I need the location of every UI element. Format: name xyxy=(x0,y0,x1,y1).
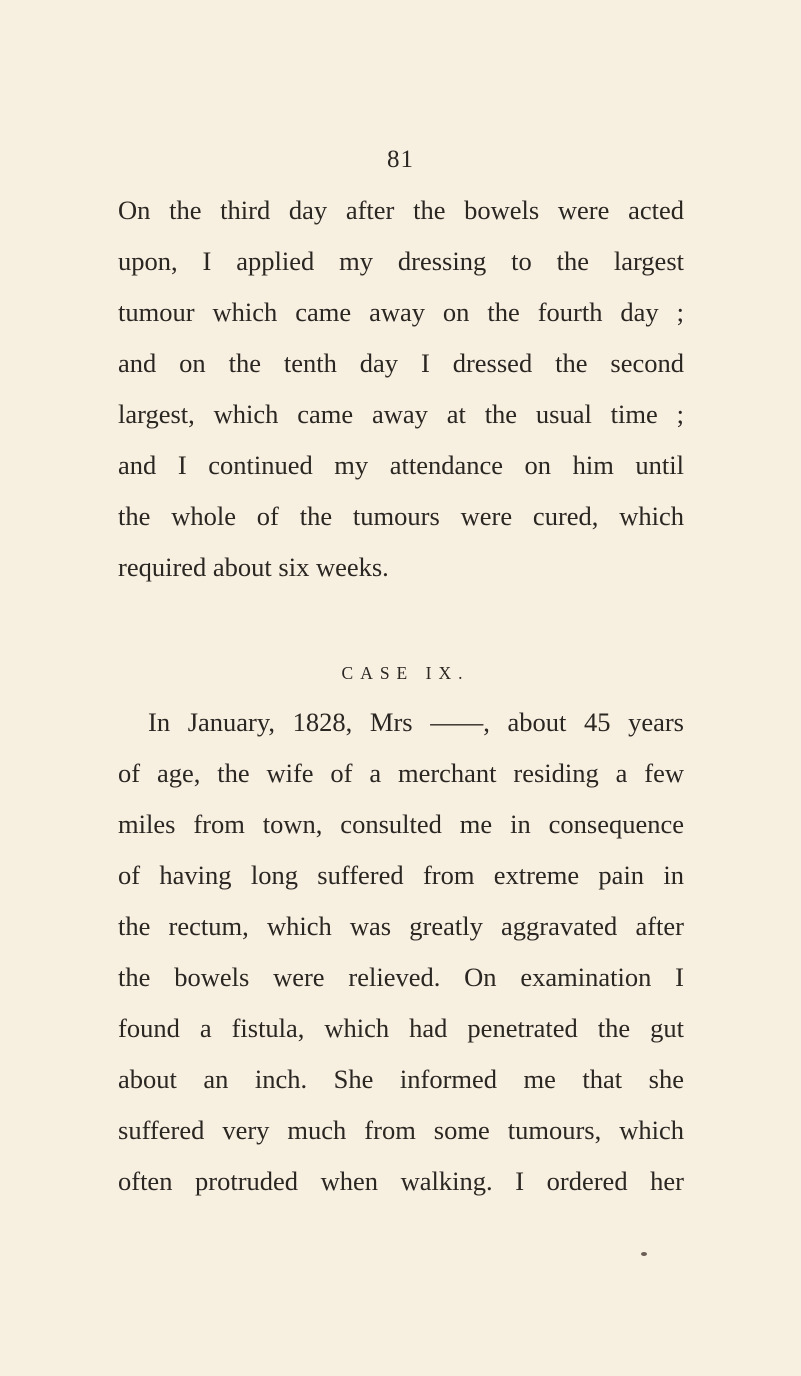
text-line: of age, the wife of a merchant residing a few xyxy=(118,758,684,788)
text-line: On the third day after the bowels were acted xyxy=(118,195,684,225)
text-line: the bowels were relieved. On examination I xyxy=(118,962,684,992)
text-line: and on the tenth day I dressed the second xyxy=(118,348,684,378)
text-line: suffered very much from some tumours, which xyxy=(118,1115,684,1145)
text-line: about an inch. She informed me that she xyxy=(118,1064,684,1094)
text-line: tumour which came away on the fourth day ; xyxy=(118,297,684,327)
section-heading: CASE IX. xyxy=(341,663,470,683)
text-line: and I continued my attendance on him until xyxy=(118,450,684,480)
paragraph-case xyxy=(118,697,684,1207)
text-line: often protruded when walking. I ordered her xyxy=(118,1166,684,1196)
text-line: of having long suffered from extreme pain in xyxy=(118,860,684,890)
text-line: miles from town, consulted me in consequence xyxy=(118,809,684,839)
text-line: the rectum, which was greatly aggravated after xyxy=(118,911,684,941)
text-line: upon, I applied my dressing to the largest xyxy=(118,246,684,276)
ink-speck xyxy=(641,1252,647,1256)
text-line: found a fistula, which had penetrated the gut xyxy=(118,1013,684,1043)
text-line: required about six weeks. xyxy=(118,552,389,582)
paragraph-continuation xyxy=(118,185,684,593)
text-line: the whole of the tumours were cured, which xyxy=(118,501,684,531)
text-line: In January, 1828, Mrs ——, about 45 years xyxy=(148,707,684,737)
page-number: 81 xyxy=(387,146,414,173)
text-line: largest, which came away at the usual time ; xyxy=(118,399,684,429)
